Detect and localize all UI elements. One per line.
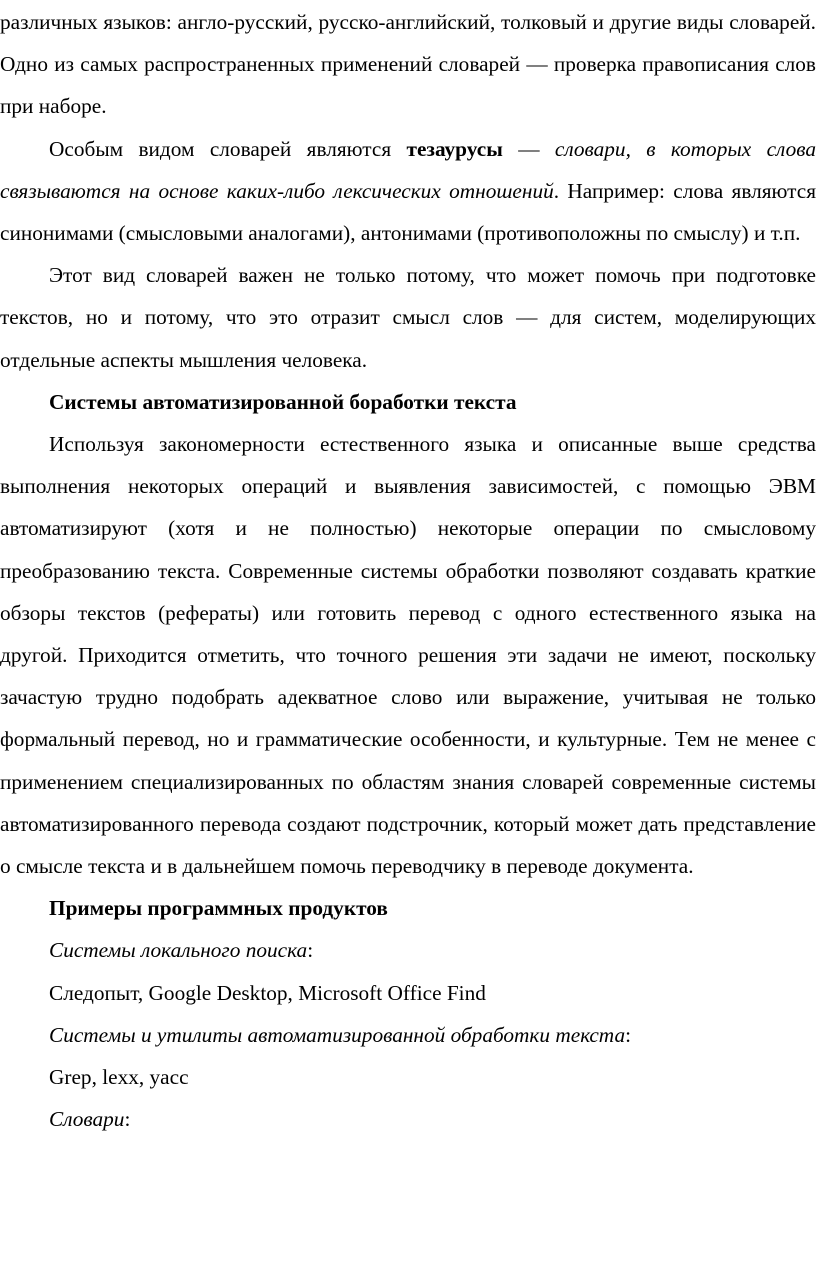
example-category-label: Словари (49, 1107, 125, 1132)
example-category-text-utilities (0, 1014, 816, 1056)
example-category-label: Системы и утилиты автоматизированной обработки текста (49, 1022, 626, 1047)
thesaurus-dash: — (502, 136, 555, 161)
paragraph-automated-processing: Используя закономерности естественного языка и описанные выше средства выполнения некоторых операций и выявления зависимостей, с помощью ЭВМ автоматизируют (хотя и не полностью) некоторые операции по смысловому преобразованию текста. Современные системы обработки позволяют создавать краткие обзоры текстов (рефераты) или готовить перевод с одного естественного языка на другой. Приходится отметить, что точного решения эти задачи не имеют, поскольку зачастую трудно подобрать адекватное слово или выражение, учитывая не только формальный перевод, но и грамматические особенности, и культурные. Тем не менее с применением специализированных по областям знания словарей современные системы автоматизированного перевода создают подстрочник, который может дать представление о смысле текста и в дальнейшем помочь переводчику в переводе документа. (0, 432, 816, 879)
thesaurus-term: тезаурусы (406, 136, 503, 161)
paragraph-thesaurus (0, 128, 816, 255)
thesaurus-lead-text: Особым видом словарей являются (49, 136, 407, 161)
example-items-text-utilities: Grep, lexx, yacc (49, 1065, 189, 1090)
section-heading-text-processing: Системы автоматизированной боработки текста (49, 389, 517, 414)
example-category-colon: : (625, 1022, 632, 1047)
example-category-colon: : (124, 1107, 131, 1132)
thesaurus-definition: словари, в которых слова связываются на основе каких-либо лексических отношений (0, 136, 816, 203)
paragraph-dictionary-types: различных языков: англо-русский, русско-английский, толковый и другие виды словарей. Одно из самых распространенных применений словарей — проверка правописания слов при наборе. (0, 10, 816, 119)
example-category-label: Системы локального поиска (49, 938, 308, 963)
document-body (0, 1, 816, 1140)
example-items-local-search: Следопыт, Google Desktop, Microsoft Office Find (49, 980, 486, 1005)
example-category-dictionaries (0, 1098, 816, 1140)
thesaurus-examples-text: . Например: слова являются синонимами (смысловыми аналогами), антонимами (противоположны по смыслу) и т.п. (0, 178, 816, 246)
example-category-local-search (0, 929, 816, 971)
paragraph-importance: Этот вид словарей важен не только потому, что может помочь при подготовке текстов, но и потому, что это отразит смысл слов — для систем, моделирующих отдельные аспекты мышления человека. (0, 263, 816, 372)
section-heading-software-examples: Примеры программных продуктов (49, 896, 388, 921)
example-category-colon: : (307, 938, 314, 963)
